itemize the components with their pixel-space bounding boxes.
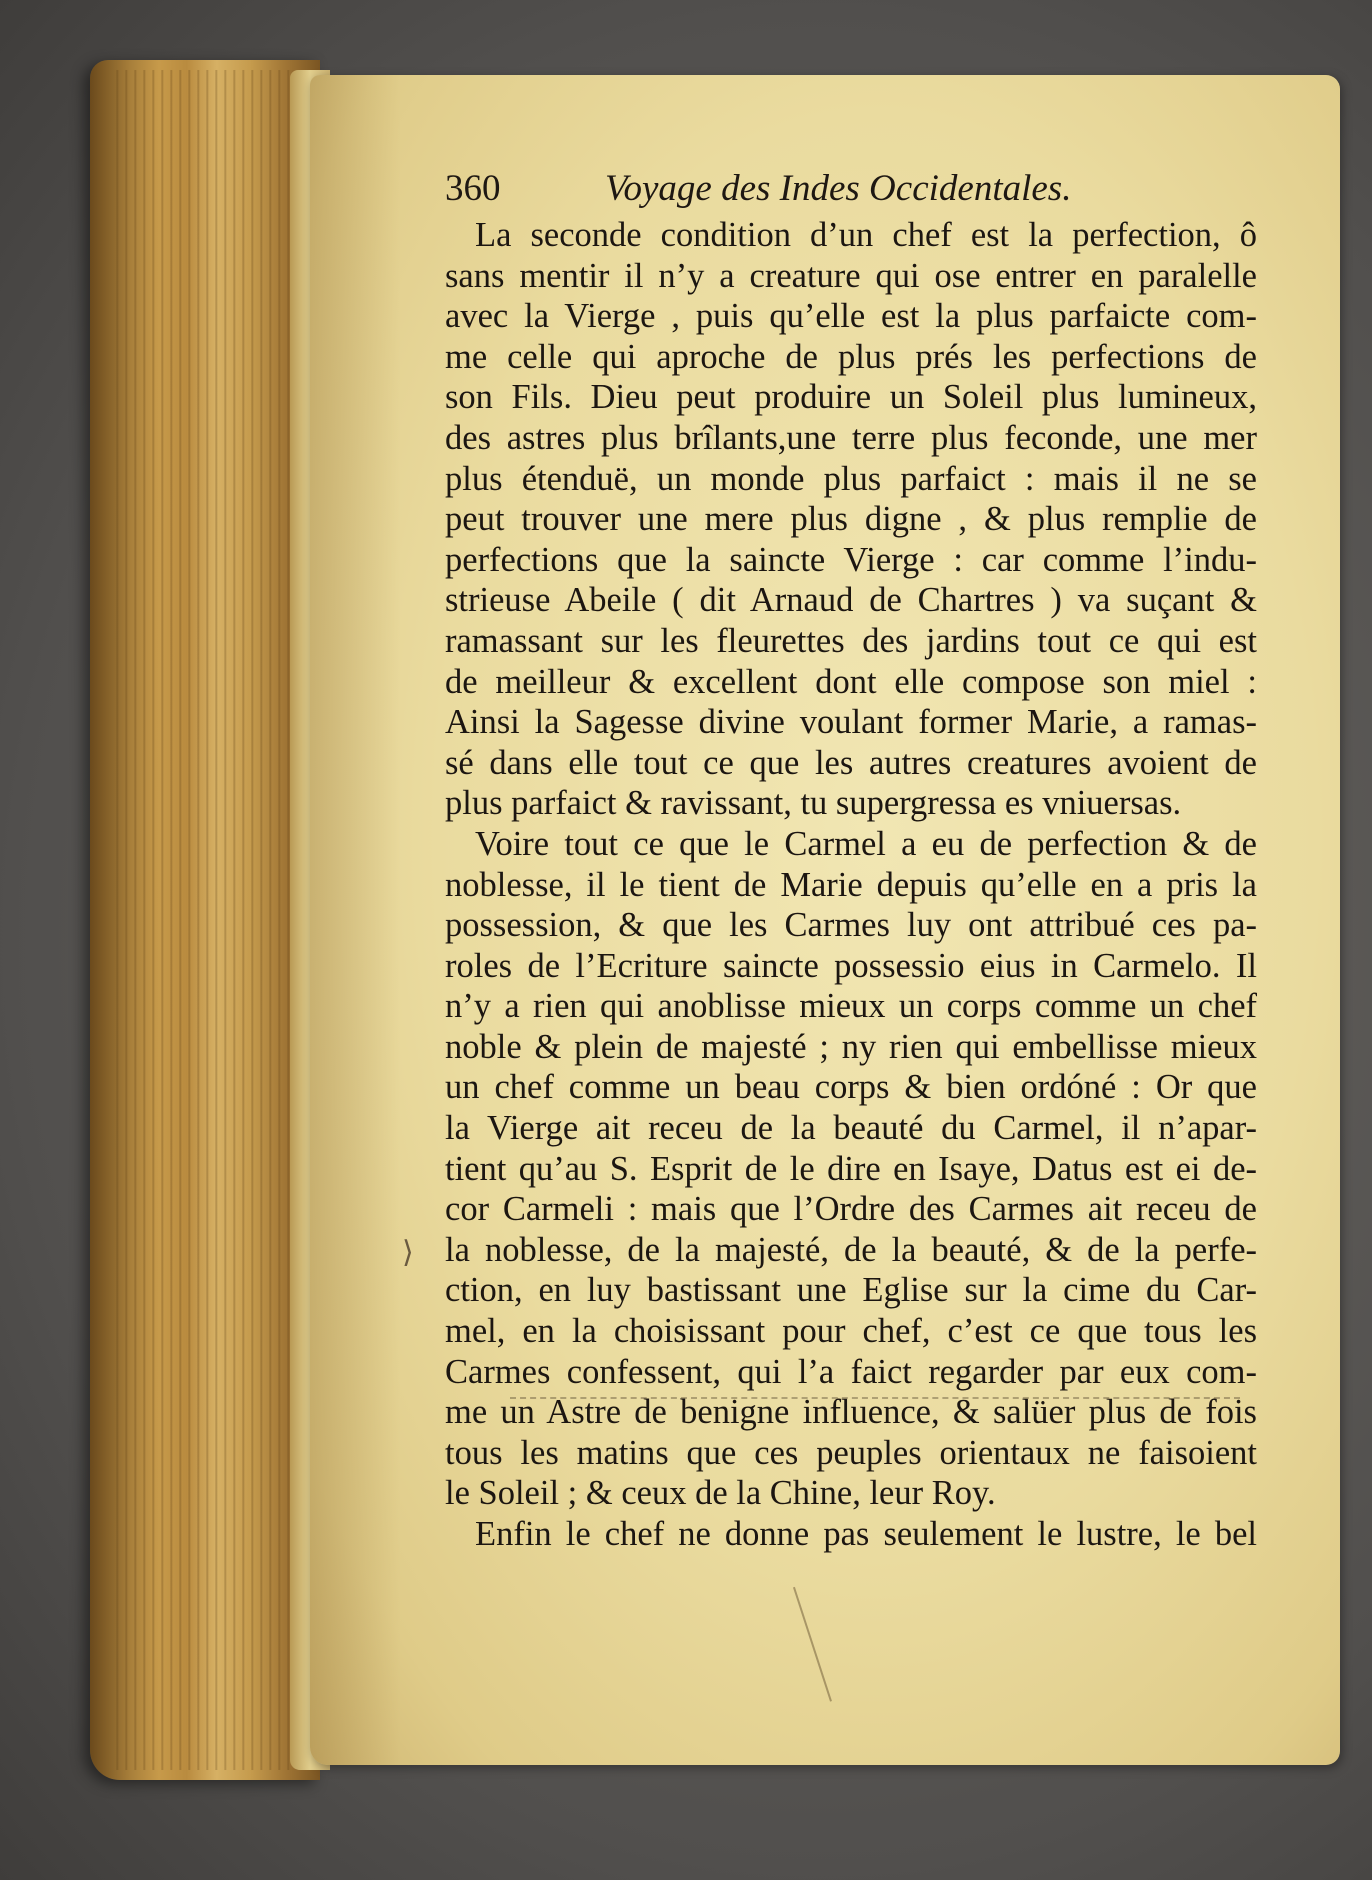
- text-line: le Soleil ; & ceux de la Chine, leur Roy.: [445, 1474, 996, 1513]
- text-line: de meilleur & excellent dont elle compose son miel :: [445, 662, 1257, 701]
- running-head: [445, 167, 1205, 217]
- text-line: cor Carmeli : mais que l’Ordre des Carmes ait receu de: [445, 1190, 1257, 1229]
- text-line: avec la Vierge , puis qu’elle est la plus parfaicte com-: [445, 297, 1257, 336]
- text-line: n’y a rien qui anoblisse mieux un corps comme un chef: [445, 987, 1257, 1026]
- text-line: possession, & que les Carmes luy ont attribué ces pa-: [445, 906, 1257, 945]
- text-line: un chef comme un beau corps & bien ordóné : Or que: [445, 1068, 1257, 1107]
- text-line: plus étenduë, un monde plus parfaict : mais il ne se: [445, 459, 1257, 498]
- text-line: La seconde condition d’un chef est la perfection, ô: [475, 216, 1257, 254]
- text-line: sans mentir il n’y a creature qui ose entrer en paralelle: [445, 256, 1257, 295]
- paragraph-2: [445, 824, 1257, 1514]
- text-line: Enfin le chef ne donne pas seulement le lustre, le bel: [475, 1515, 1257, 1553]
- margin-bracket-mark: ⟩: [402, 1236, 414, 1269]
- text-line: la noblesse, de la majesté, de la beauté, & de la perfe-: [445, 1230, 1257, 1269]
- body-text: [445, 215, 1257, 1555]
- text-line: son Fils. Dieu peut produire un Soleil plus lumineux,: [445, 378, 1257, 417]
- page-edges-texture: [110, 70, 310, 1770]
- book-page: [310, 75, 1340, 1765]
- text-line: strieuse Abeile ( dit Arnaud de Chartres ) va suçant &: [445, 581, 1257, 620]
- page-number: 360: [445, 168, 501, 209]
- text-line: Ainsi la Sagesse divine voulant former Marie, a ramas-: [445, 703, 1257, 742]
- text-line: tous les matins que ces peuples orientaux ne faisoient: [445, 1433, 1257, 1472]
- text-line: mel, en la choisissant pour chef, c’est ce que tous les: [445, 1312, 1257, 1351]
- text-line: ramassant sur les fleurettes des jardins tout ce qui est: [445, 621, 1257, 660]
- text-line: noblesse, il le tient de Marie depuis qu’elle en a pris la: [445, 865, 1257, 904]
- text-line: la Vierge ait receu de la beauté du Carmel, il n’apar-: [445, 1109, 1257, 1148]
- text-line: me celle qui aproche de plus prés les perfections de: [445, 337, 1257, 376]
- text-line: me un Astre de benigne influence, & salüer plus de fois: [445, 1393, 1257, 1432]
- text-line: sé dans elle tout ce que les autres creatures avoient de: [445, 743, 1257, 782]
- text-line: perfections que la saincte Vierge : car comme l’indu-: [445, 540, 1257, 579]
- running-title: Voyage des Indes Occidentales.: [605, 168, 1072, 209]
- text-line: tient qu’au S. Esprit de le dire en Isaye, Datus est ei de-: [445, 1149, 1257, 1188]
- paragraph-3: [445, 1514, 1257, 1555]
- text-line: des astres plus brîlants,une terre plus feconde, une mer: [445, 418, 1257, 457]
- text-line: ction, en luy bastissant une Eglise sur la cime du Car-: [445, 1271, 1257, 1310]
- bottom-rule-smudge: [510, 1397, 1240, 1399]
- text-line: plus parfaict & ravissant, tu supergressa es vniuersas.: [445, 784, 1182, 823]
- text-line: noble & plein de majesté ; ny rien qui embellisse mieux: [445, 1027, 1257, 1066]
- paragraph-1: [445, 215, 1257, 824]
- text-line: Carmes confessent, qui l’a faict regarder par eux com-: [445, 1352, 1257, 1391]
- text-line: peut trouver une mere plus digne , & plus remplie de: [445, 500, 1257, 539]
- page-crease: [793, 1568, 889, 1701]
- text-line: roles de l’Ecriture saincte possessio eius in Carmelo. Il: [445, 946, 1257, 985]
- text-line: Voire tout ce que le Carmel a eu de perfection & de: [475, 824, 1257, 863]
